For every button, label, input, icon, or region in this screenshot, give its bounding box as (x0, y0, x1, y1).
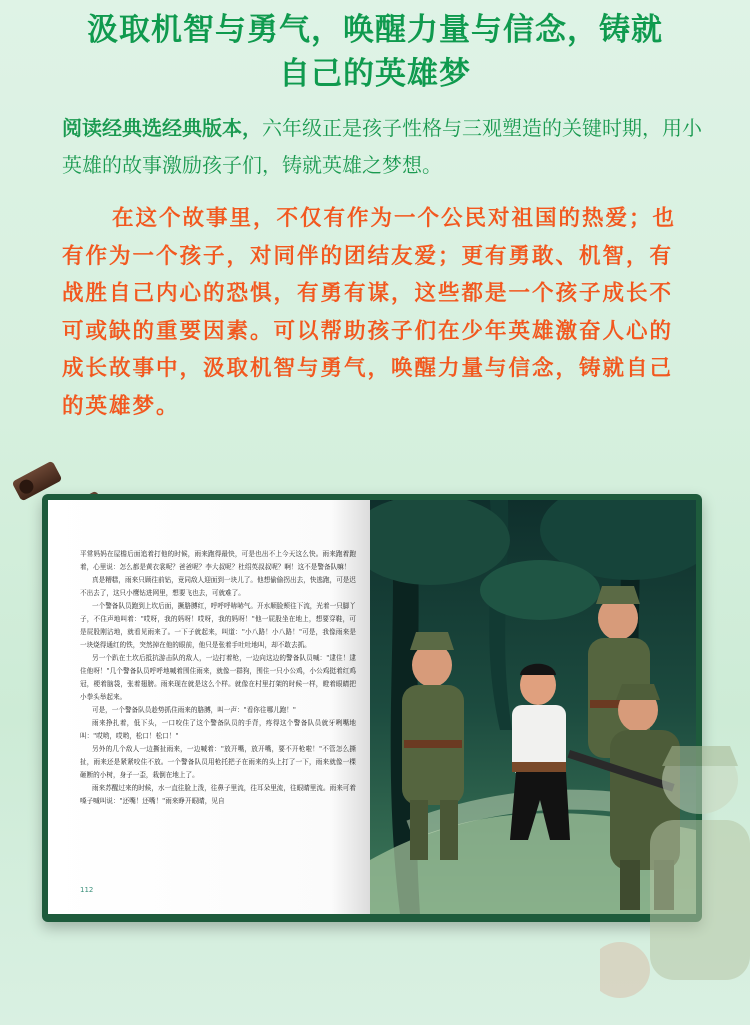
book-paragraph: 一个警备队员跑到上坎后面，撅胳膊红，呼呼呼哧哧气。开水顺脸颊往下流，光着一只脚丫子，不住声地叫着："哎呀，我的妈呀！哎呀，我的妈呀！"他一屁股坐在地上，想要穿鞋，可是屁股刚沾地，就看见雨来了。一下子就起来，叫道："小八路！小八路！"可是，我像雨来是一块烧得通红的铁，突然掉在他的眼前，他只是张着手吐吐地叫，却不敢去抓。 (80, 602, 356, 649)
page-headline (20, 8, 730, 96)
headline-line-2: 自己的英雄梦 (279, 56, 471, 92)
story-paragraph: 在这个故事里，不仅有作为一个公民对祖国的热爱；也有作为一个孩子，对同伴的团结友爱；更有勇敢、机智，有战胜自己内心的恐惧，有勇有谋，这些都是一个孩子成长不可或缺的重要因素。可以帮助孩子们在少年英雄激奋人心的成长故事中，汲取机智与勇气，唤醒力量与信念，铸就自己的英雄梦。 (62, 206, 677, 419)
intro-rest: 六年级正是孩子性格与三观塑造的关键时期，用小英雄的故事激励孩子们，铸就英雄之梦想。 (62, 116, 702, 177)
page-number: 112 (80, 886, 94, 894)
book-paragraph: 雨来苏醒过来的时候，水一直往脸上泼，往鼻子里流，往耳朵里流，往眼睛里流。雨来可着嗓子喊叫说："还嘴！还嘴！"雨来睁开眼睛，见自 (80, 784, 356, 805)
book-paragraph: 另外的几个敌人一边撕扯雨来，一边喊着："放开嘴，放开嘴，要不开枪啦！"不管怎么撕扯，雨来还是紧紧咬住不放。一个警备队员用枪托把子在雨来的头上打了一下，雨来就像一棵砸断的小树，身子一歪，栽倒在地上了。 (80, 745, 356, 779)
book-paragraph: 另一个趴在土坎后抵抗游击队的敌人，一边打着枪，一边向这边的警备队员喊："逮住！逮住他呀！"几个警备队员呼呼地喊着围住雨来，就像一群狗，围住一只小公鸡，小公鸡挺着红鸡冠，梗着脑袋，张着翅膀。雨来现在就是这么个样。就像在村里打架的时候一样，瞪着眼睛把小拳头举起来。 (80, 654, 356, 701)
book-paragraph: 可是，一个警备队员趁势抓住雨来的胳膊，叫一声："看你往哪儿跑！" (92, 706, 296, 714)
background-illustration (600, 740, 750, 1025)
intro-bold: 阅读经典选经典版本， (62, 116, 262, 140)
intro-paragraph (62, 110, 702, 184)
book-text-page (48, 500, 370, 914)
book-paragraph: 平常妈妈在屋檐后面追着打他的时候，雨来跑得最快，可是也出不上今天这么快。雨来跑着跑着，心里说：怎么都是黄衣裳呢？爸爸呢？李大叔呢？杜绍英叔叔呢？啊！这不是警备队嘛！ (80, 550, 356, 571)
headline-line-1: 汲取机智与勇气，唤醒力量与信念，铸就 (87, 12, 663, 48)
book-paragraph: 真是糟糕，雨来只顾往前钻，竟同敌人迎面到一块儿了。他想偷偷拐出去，快逃跑，可是迟不出去了，这只小鹰钻进网里，想要飞也去，可就难了。 (80, 576, 356, 597)
book-paragraph: 雨来挣扎着，低下头，一口咬住了这个警备队员的手背，疼得这个警备队员就牙咧嘴地叫："哎哟，哎哟，松口！松口！" (80, 719, 356, 740)
